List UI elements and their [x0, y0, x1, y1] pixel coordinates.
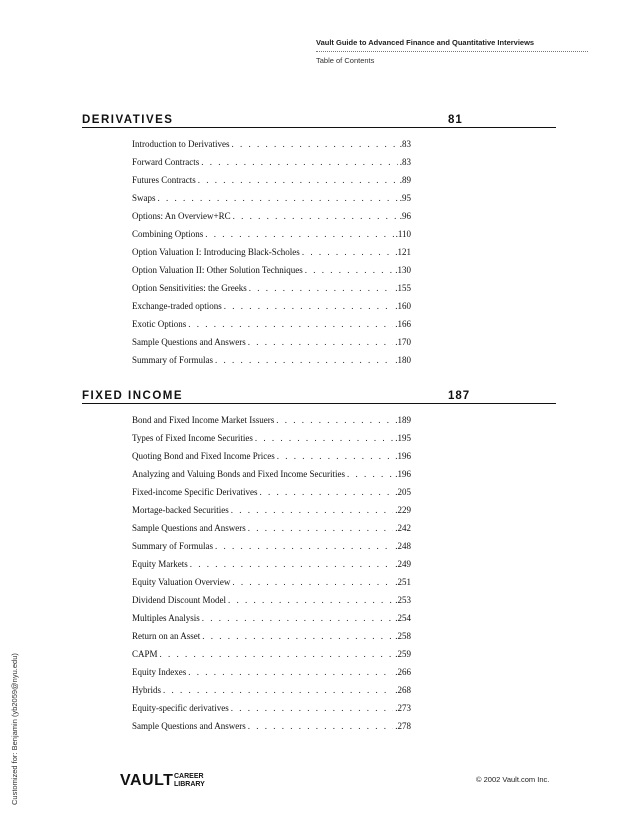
copyright-footer: © 2002 Vault.com Inc. [476, 775, 550, 784]
toc-entry-page: .155 [395, 283, 411, 293]
toc-entry [132, 415, 411, 433]
toc-entry-label: Analyzing and Valuing Bonds and Fixed Income Securities [132, 469, 346, 479]
toc-entry-label: Options: An Overview+RC [132, 211, 231, 221]
toc-entry-page: .273 [395, 703, 411, 713]
dot-leader [248, 337, 394, 347]
toc-entry-label: Combining Options [132, 229, 204, 239]
toc-entry [132, 703, 411, 721]
dot-leader [276, 415, 393, 425]
header-subtitle: Table of Contents [316, 56, 375, 65]
toc-entry [132, 319, 411, 337]
vault-logo-icon [120, 770, 210, 790]
dot-leader [231, 139, 397, 149]
dot-leader [224, 301, 394, 311]
dot-leader [190, 559, 394, 569]
toc-entry [132, 355, 411, 373]
toc-entry [132, 541, 411, 559]
toc-entry-page: .96 [399, 211, 411, 221]
toc-entry-page: .242 [395, 523, 411, 533]
toc-entry-page: .189 [395, 415, 411, 425]
dot-leader [215, 355, 393, 365]
toc-entry [132, 433, 411, 451]
toc-entry-page: .89 [399, 175, 411, 185]
toc-entry-page: .268 [395, 685, 411, 695]
toc-entry [132, 505, 411, 523]
toc-entry-page: .266 [395, 667, 411, 677]
toc-entry [132, 139, 411, 157]
toc-entry-label: Hybrids [132, 685, 161, 695]
customization-note: Customized for: Benjamin (yb2059@nyu.edu) [10, 653, 19, 805]
toc-entry-page: .258 [395, 631, 411, 641]
section-derivatives [82, 113, 556, 373]
section-title: DERIVATIVES [82, 114, 174, 126]
toc-entry-label: Option Valuation II: Other Solution Techniques [132, 265, 303, 275]
toc-entry-label: Swaps [132, 193, 156, 203]
toc-entry-label: Summary of Formulas [132, 355, 213, 365]
toc-entry-label: Mortage-backed Securities [132, 505, 229, 515]
toc-entry [132, 595, 411, 613]
toc-entry-page: .166 [395, 319, 411, 329]
toc-entry [132, 559, 411, 577]
toc-entry-label: Option Sensitivities: the Greeks [132, 283, 247, 293]
toc-entry-label: Exotic Options [132, 319, 187, 329]
dot-leader [163, 685, 393, 695]
toc-entry-label: Quoting Bond and Fixed Income Prices [132, 451, 275, 461]
toc-entry-label: Return on an Asset [132, 631, 201, 641]
dot-leader [201, 157, 398, 167]
dot-leader [277, 451, 394, 461]
toc-entry-label: Bond and Fixed Income Market Issuers [132, 415, 275, 425]
section-heading [82, 389, 556, 404]
toc-entry-label: Equity Indexes [132, 667, 187, 677]
logo-line2: LIBRARY [174, 781, 205, 788]
logo-word: VAULT [120, 772, 174, 789]
toc-entry [132, 283, 411, 301]
toc-entry [132, 667, 411, 685]
toc-entry [132, 523, 411, 541]
toc-entry [132, 157, 411, 175]
toc-entry-page: .254 [395, 613, 411, 623]
toc-entry [132, 247, 411, 265]
toc-entry-label: Sample Questions and Answers [132, 523, 246, 533]
dot-leader [305, 265, 393, 275]
dot-leader [255, 433, 393, 443]
toc-entry [132, 613, 411, 631]
toc-entry-label: Dividend Discount Model [132, 595, 226, 605]
toc-entry-page: .229 [395, 505, 411, 515]
section-heading [82, 113, 556, 128]
dot-leader [248, 523, 394, 533]
dot-leader [188, 667, 393, 677]
dot-leader [259, 487, 393, 497]
header-rule [316, 51, 588, 52]
toc-entry-list [132, 415, 411, 739]
dot-leader [232, 577, 393, 587]
toc-entry-label: Summary of Formulas [132, 541, 213, 551]
dot-leader [248, 721, 394, 731]
toc-entry-page: .253 [395, 595, 411, 605]
toc-entry-label: Sample Questions and Answers [132, 721, 246, 731]
toc-entry-page: .130 [395, 265, 411, 275]
toc-entry [132, 685, 411, 703]
toc-entry-page: .195 [395, 433, 411, 443]
toc-entry-page: .95 [399, 193, 411, 203]
running-header [316, 38, 588, 65]
toc-entry [132, 469, 411, 487]
dot-leader [205, 229, 393, 239]
toc-entry-page: .278 [395, 721, 411, 731]
toc-entry [132, 337, 411, 355]
toc-entry [132, 721, 411, 739]
toc-entry [132, 229, 411, 247]
toc-entry-page: .110 [395, 229, 411, 239]
toc-entry-label: Forward Contracts [132, 157, 200, 167]
toc-entry-page: .83 [399, 139, 411, 149]
toc-entry [132, 193, 411, 211]
toc-entry-page: .196 [395, 451, 411, 461]
toc-entry [132, 175, 411, 193]
book-title: Vault Guide to Advanced Finance and Quantitative Interviews [316, 38, 535, 47]
dot-leader [188, 319, 393, 329]
toc-entry-page: .251 [395, 577, 411, 587]
toc-entry-label: Exchange-traded options [132, 301, 222, 311]
toc-entry-list [132, 139, 411, 373]
dot-leader [231, 505, 394, 515]
toc-entry-label: Futures Contracts [132, 175, 196, 185]
dot-leader [233, 211, 398, 221]
toc-entry-page: .249 [395, 559, 411, 569]
dot-leader [215, 541, 393, 551]
section-title: FIXED INCOME [82, 390, 184, 402]
toc-entry-page: .196 [395, 469, 411, 479]
toc-entry-label: Option Valuation I: Introducing Black-Scholes [132, 247, 300, 257]
toc-entry-page: .170 [395, 337, 411, 347]
toc-entry-page: .121 [395, 247, 411, 257]
toc-entry-page: .160 [395, 301, 411, 311]
toc-entry-page: .83 [399, 157, 411, 167]
toc-entry-label: Equity Valuation Overview [132, 577, 231, 587]
toc-entry [132, 265, 411, 283]
toc-entry-label: CAPM [132, 649, 158, 659]
toc-entry-label: Equity Markets [132, 559, 188, 569]
vault-career-library-logo [120, 770, 210, 790]
dot-leader [231, 703, 394, 713]
toc-entry [132, 487, 411, 505]
dot-leader [158, 193, 398, 203]
section-page-number: 81 [448, 114, 463, 126]
dot-leader [302, 247, 393, 257]
dot-leader [198, 175, 398, 185]
dot-leader [347, 469, 393, 479]
toc-entry-page: .205 [395, 487, 411, 497]
toc-entry-label: Multiples Analysis [132, 613, 200, 623]
toc-entry-page: .248 [395, 541, 411, 551]
toc-entry-page: .259 [395, 649, 411, 659]
toc-entry [132, 211, 411, 229]
toc-entry [132, 649, 411, 667]
section-page-number: 187 [448, 390, 471, 402]
toc-entry-label: Equity-specific derivatives [132, 703, 229, 713]
dot-leader [202, 631, 393, 641]
dot-leader [249, 283, 394, 293]
toc-entry-label: Introduction to Derivatives [132, 139, 230, 149]
toc-entry-label: Sample Questions and Answers [132, 337, 246, 347]
toc-entry-page: .180 [395, 355, 411, 365]
section-fixed-income [82, 389, 556, 739]
toc-entry [132, 451, 411, 469]
dot-leader [160, 649, 394, 659]
toc-entry [132, 301, 411, 319]
toc-entry-label: Fixed-income Specific Derivatives [132, 487, 258, 497]
toc-entry-label: Types of Fixed Income Securities [132, 433, 253, 443]
dot-leader [228, 595, 393, 605]
toc-entry [132, 631, 411, 649]
toc-entry [132, 577, 411, 595]
logo-line1: CAREER [174, 773, 204, 780]
dot-leader [202, 613, 393, 623]
